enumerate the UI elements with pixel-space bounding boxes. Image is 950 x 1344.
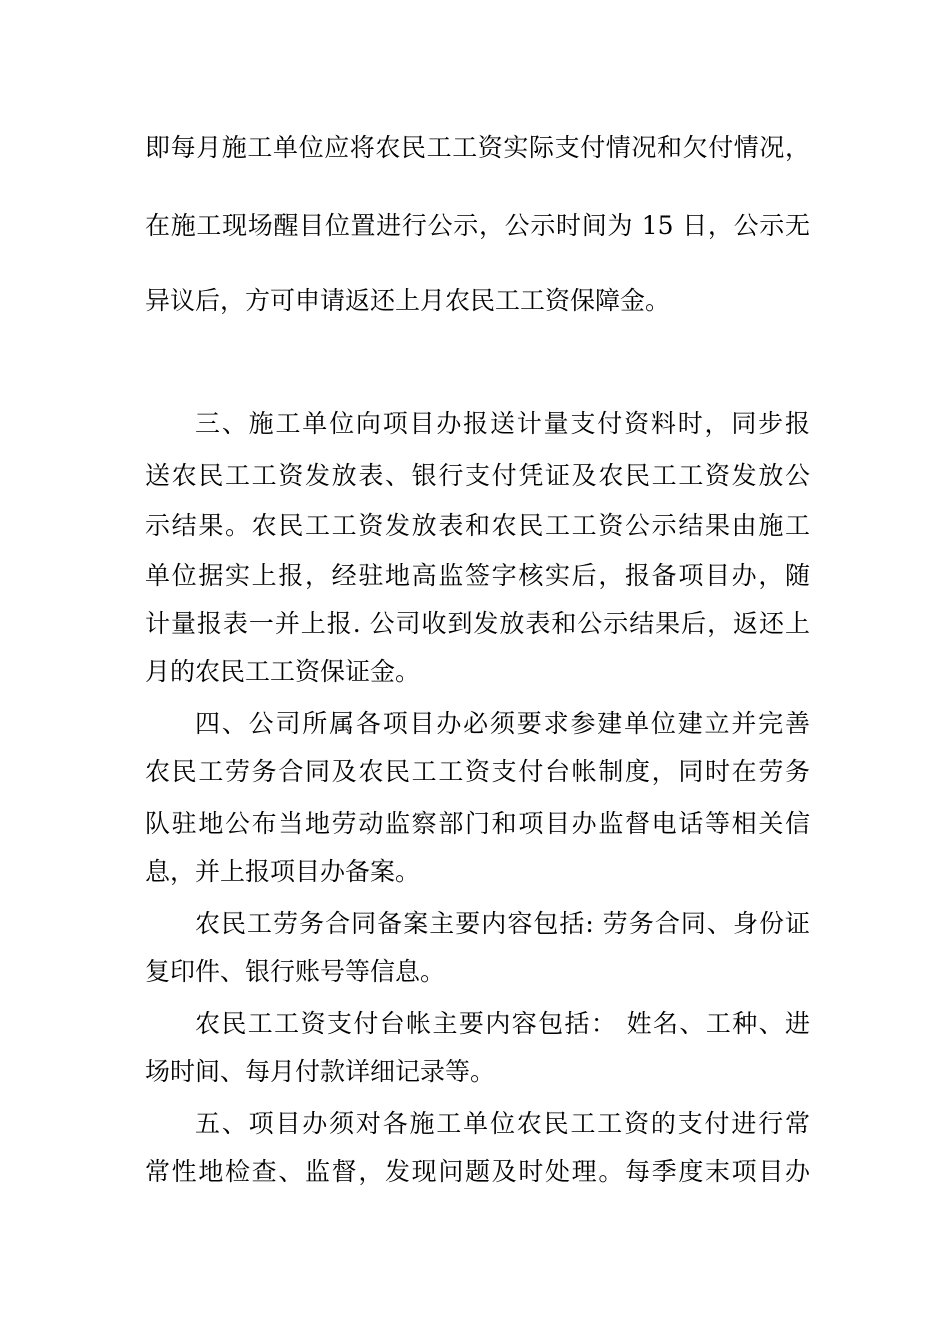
- text-line: 计量报表一并上报. 公司收到发放表和公示结果后，返还上: [145, 609, 810, 638]
- text-line: 复印件、银行账号等信息。: [145, 957, 446, 986]
- text-line: 异议后，方可申请返还上月农民工工资保障金。: [145, 286, 671, 315]
- text-line: 月的农民工工资保证金。: [145, 657, 421, 686]
- text-line: 农民工工资支付台帐主要内容包括： 姓名、工种、进: [195, 1009, 810, 1038]
- text-line: 息，并上报项目办备案。: [145, 857, 421, 886]
- text-line: 单位据实上报，经驻地高监签字核实后，报备项目办，随: [145, 561, 810, 590]
- text-line: 常性地检查、监督，发现问题及时处理。每季度末项目办: [145, 1157, 810, 1186]
- text-line: 场时间、每月付款详细记录等。: [145, 1057, 496, 1086]
- text-line: 示结果。农民工工资发放表和农民工工资公示结果由施工: [145, 511, 810, 540]
- text-line: 送农民工工资发放表、银行支付凭证及农民工工资发放公: [145, 461, 810, 490]
- text-line: 即每月施工单位应将农民工工资实际支付情况和欠付情况，: [145, 133, 810, 162]
- text-line: 四、公司所属各项目办必须要求参建单位建立并完善: [195, 709, 810, 738]
- text-line: 三、施工单位向项目办报送计量支付资料时，同步报: [195, 409, 810, 438]
- text-line: 农民工劳务合同备案主要内容包括: 劳务合同、身份证: [195, 909, 810, 938]
- text-line: 队驻地公布当地劳动监察部门和项目办监督电话等相关信: [145, 809, 810, 838]
- text-line: 农民工劳务合同及农民工工资支付台帐制度，同时在劳务: [145, 757, 810, 786]
- text-line: 五、项目办须对各施工单位农民工工资的支付进行常: [195, 1109, 810, 1138]
- text-line: 在施工现场醒目位置进行公示，公示时间为 15 日，公示无: [145, 211, 810, 240]
